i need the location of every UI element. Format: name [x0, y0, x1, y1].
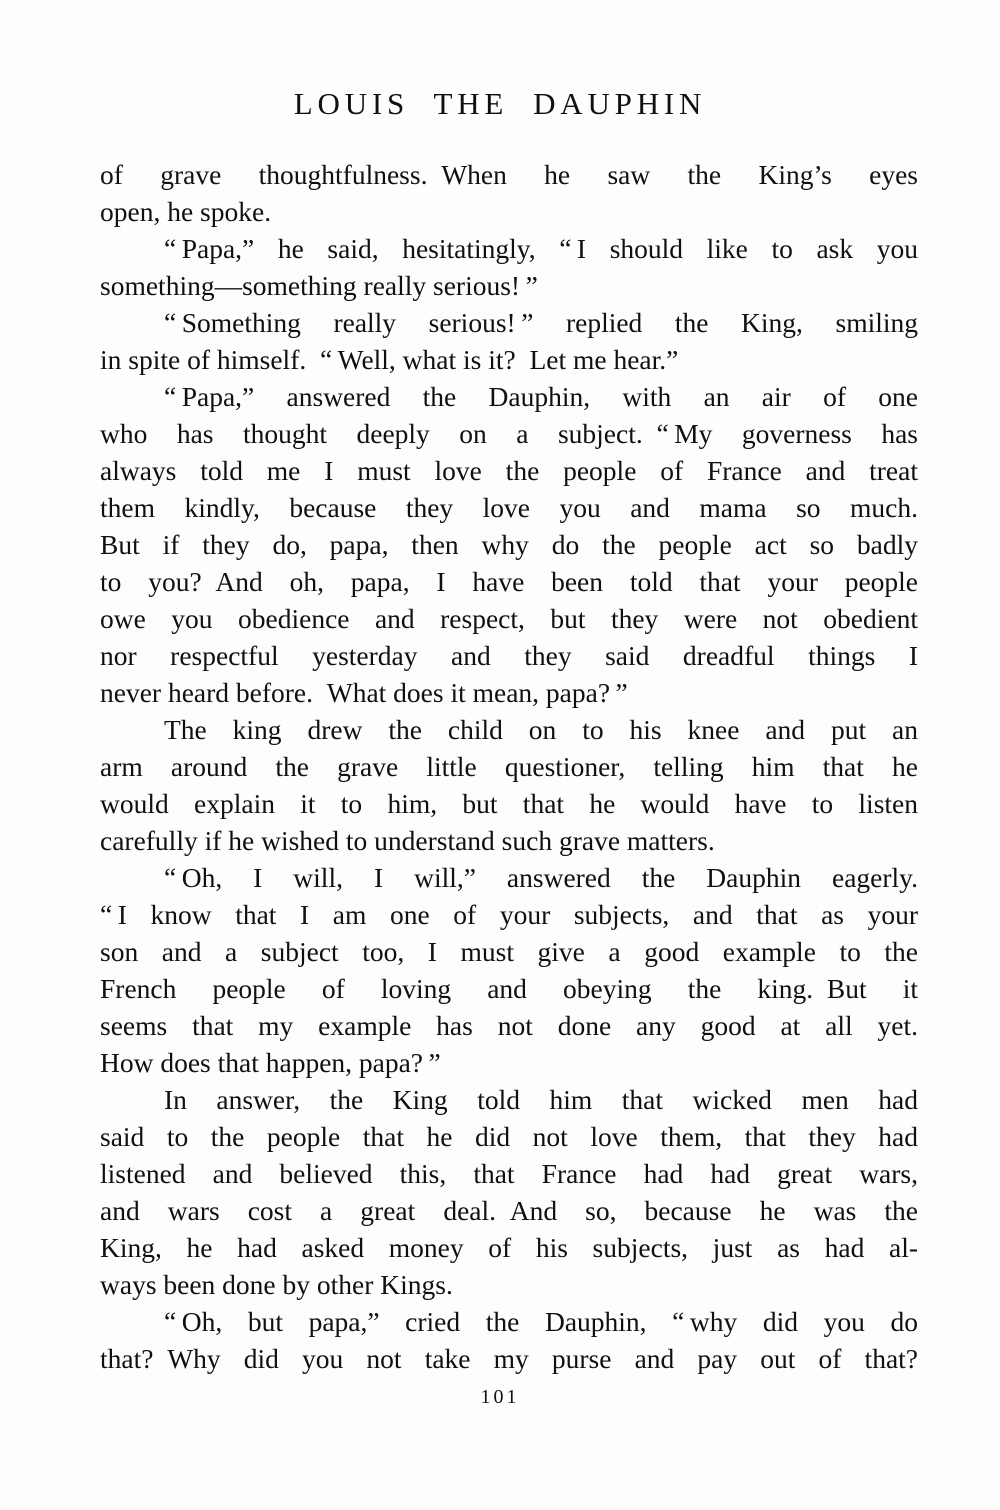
text-line: arm around the grave little questioner, telling him that he — [100, 751, 918, 782]
text-line: them kindly, because they love you and mama so much. — [100, 492, 918, 523]
text-line: “ Papa,” answered the Dauphin, with an air of one — [164, 381, 918, 412]
text-line: listened and believed this, that France had had great wars, — [100, 1158, 918, 1189]
text-line: carefully if he wished to understand such grave matters. — [100, 825, 715, 856]
text-line: that? Why did you not take my purse and pay out of that? — [100, 1343, 918, 1374]
text-line: “ Something really serious! ” replied the King, smiling — [164, 307, 918, 338]
text-line: who has thought deeply on a subject. “ My governess has — [100, 418, 918, 449]
text-line: nor respectful yesterday and they said dreadful things I — [100, 640, 918, 671]
text-line: King, he had asked money of his subjects, just as had al- — [100, 1232, 918, 1263]
text-line: “ Papa,” he said, hesitatingly, “ I should like to ask you — [164, 233, 918, 264]
text-line: said to the people that he did not love them, that they had — [100, 1121, 918, 1152]
text-line: ways been done by other Kings. — [100, 1269, 453, 1300]
running-head-title: LOUIS THE DAUPHIN — [293, 86, 707, 121]
body-text-block — [100, 156, 918, 1377]
page-number: 101 — [480, 1386, 520, 1408]
text-line: in spite of himself. “ Well, what is it? Let me hear.” — [100, 344, 679, 375]
text-line: The king drew the child on to his knee and put an — [164, 714, 918, 745]
text-line: “ Oh, I will, I will,” answered the Dauphin eagerly. — [164, 862, 918, 893]
text-line: seems that my example has not done any good at all yet. — [100, 1010, 918, 1041]
text-line: owe you obedience and respect, but they were not obedient — [100, 603, 918, 634]
text-line: “ Oh, but papa,” cried the Dauphin, “ why did you do — [164, 1306, 918, 1337]
text-line: son and a subject too, I must give a good example to the — [100, 936, 918, 967]
text-line: open, he spoke. — [100, 196, 272, 227]
text-line: would explain it to him, but that he would have to listen — [100, 788, 918, 819]
text-line: In answer, the King told him that wicked men had — [164, 1084, 918, 1115]
text-line: of grave thoughtfulness. When he saw the King’s eyes — [100, 159, 918, 190]
text-line: never heard before. What does it mean, papa? ” — [100, 677, 628, 708]
text-line: French people of loving and obeying the king. But it — [100, 973, 918, 1004]
text-line: always told me I must love the people of France and treat — [100, 455, 918, 486]
text-line: But if they do, papa, then why do the people act so badly — [100, 529, 918, 560]
text-line: and wars cost a great deal. And so, because he was the — [100, 1195, 918, 1226]
text-line: “ I know that I am one of your subjects, and that as your — [100, 899, 918, 930]
text-line: something—something really serious! ” — [100, 270, 538, 301]
text-line: How does that happen, papa? ” — [100, 1047, 441, 1078]
text-line: to you? And oh, papa, I have been told that your people — [100, 566, 918, 597]
